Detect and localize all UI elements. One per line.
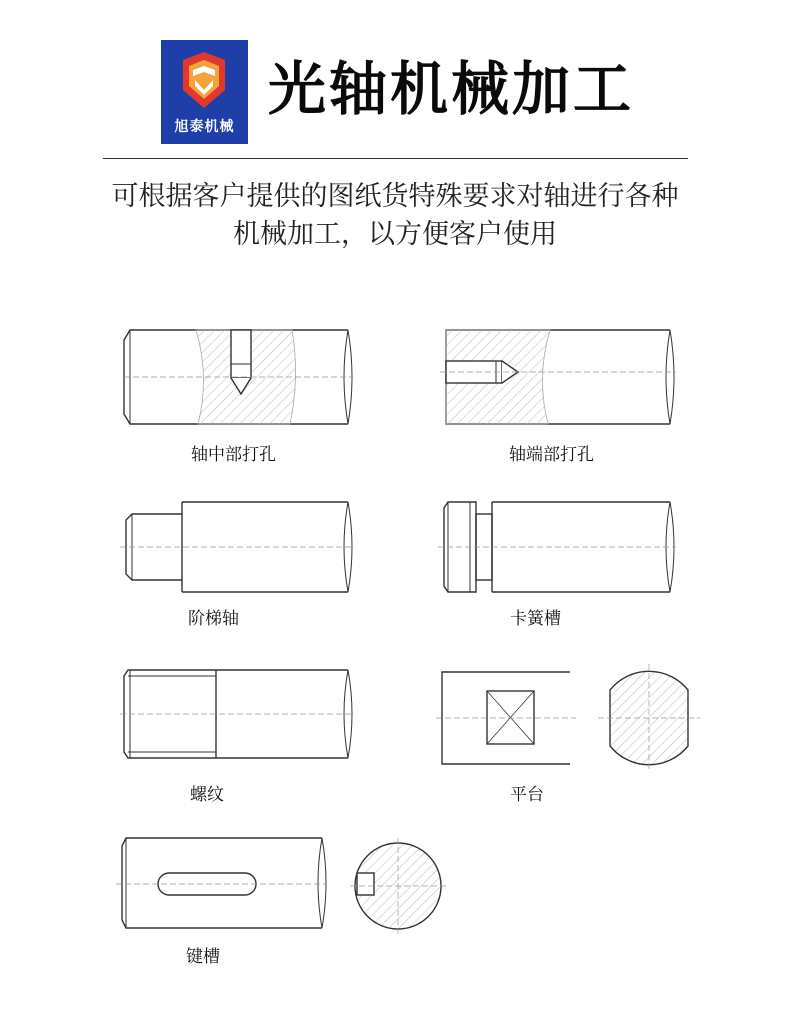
drawing-circlip (438, 502, 676, 592)
drawing-keyway (116, 838, 446, 934)
caption-stepped: 阶梯轴 (188, 609, 239, 629)
page-title: 光轴机械加工 (268, 55, 635, 123)
drawing-thread (120, 670, 352, 758)
drawing-stepped (120, 502, 352, 592)
caption-flat: 平台 (510, 785, 544, 805)
drawing-end-hole (440, 330, 676, 424)
caption-thread: 螺纹 (190, 785, 224, 805)
intro-line-2: 机械加工，以方便客户使用 (233, 219, 557, 250)
intro-line-1: 可根据客户提供的图纸货特殊要求对轴进行各种 (111, 181, 679, 212)
drawing-center-hole (124, 330, 352, 424)
logo-text: 旭泰机械 (174, 119, 235, 135)
caption-keyway: 键槽 (186, 947, 220, 967)
drawing-flat (436, 664, 700, 772)
caption-center-hole: 轴中部打孔 (191, 445, 276, 465)
caption-circlip: 卡簧槽 (510, 609, 561, 629)
caption-end-hole: 轴端部打孔 (509, 445, 594, 465)
